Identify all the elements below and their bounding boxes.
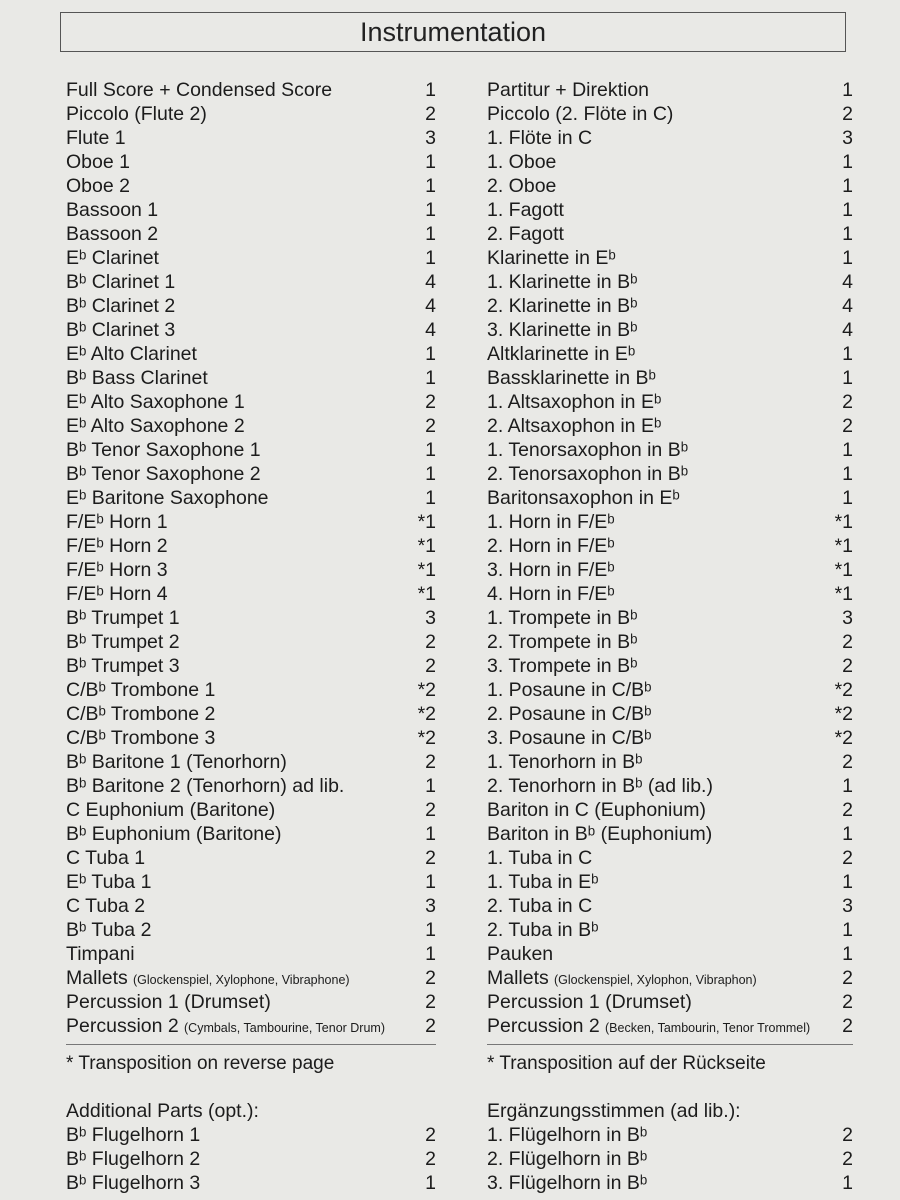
additional-parts-heading: Ergänzungsstimmen (ad lib.): (487, 1100, 741, 1122)
part-row (66, 486, 436, 510)
part-row (487, 1171, 853, 1195)
part-row (487, 222, 853, 246)
part-name: 1. Tenorhorn in Bᵇ (487, 751, 643, 773)
part-quantity: 2 (425, 103, 436, 125)
part-name: 2. Flügelhorn in Bᵇ (487, 1148, 648, 1170)
part-quantity: 4 (425, 271, 436, 293)
part-row (66, 606, 436, 630)
part-quantity: 2 (425, 631, 436, 653)
part-name: Bᵇ Flugelhorn 1 (66, 1124, 201, 1146)
part-quantity: 3 (425, 895, 436, 917)
part-quantity: 4 (842, 271, 853, 293)
part-row (66, 102, 436, 126)
part-row (487, 582, 853, 606)
part-name: Bᵇ Baritone 1 (Tenorhorn) (66, 751, 287, 773)
part-quantity: 1 (425, 79, 436, 101)
part-quantity: 1 (425, 199, 436, 221)
part-quantity: 2 (425, 967, 436, 989)
german-additional-list (487, 1123, 853, 1195)
part-row (487, 462, 853, 486)
part-row (66, 318, 436, 342)
part-name: Bᵇ Flugelhorn 3 (66, 1172, 201, 1194)
part-name: Bᵇ Flugelhorn 2 (66, 1148, 201, 1170)
part-quantity: 3 (425, 127, 436, 149)
part-name: 2. Fagott (487, 223, 564, 245)
part-name: Bᵇ Tuba 2 (66, 919, 152, 941)
part-row (66, 942, 436, 966)
part-row (487, 726, 853, 750)
part-name: 1. Tuba in Eᵇ (487, 871, 599, 893)
part-quantity: 1 (425, 775, 436, 797)
part-name: Piccolo (2. Flöte in C) (487, 103, 674, 125)
part-row (487, 1147, 853, 1171)
divider (66, 1044, 436, 1045)
part-quantity: *1 (834, 511, 853, 533)
part-name: F/Eᵇ Horn 1 (66, 511, 168, 533)
part-name: Oboe 2 (66, 175, 130, 197)
part-quantity: 1 (425, 871, 436, 893)
part-name: Full Score + Condensed Score (66, 79, 333, 101)
part-row (487, 750, 853, 774)
part-name: 1. Horn in F/Eᵇ (487, 511, 615, 533)
part-name: Eᵇ Tuba 1 (66, 871, 152, 893)
part-name: Bᵇ Clarinet 1 (66, 271, 176, 293)
part-name: Eᵇ Baritone Saxophone (66, 487, 269, 509)
part-row (487, 198, 853, 222)
part-row (487, 606, 853, 630)
part-row (66, 966, 436, 990)
part-name: 1. Tuba in C (487, 847, 593, 869)
english-part-list (66, 78, 436, 1038)
part-name: 2. Oboe (487, 175, 557, 197)
part-name: 3. Horn in F/Eᵇ (487, 559, 615, 581)
part-quantity: *1 (417, 535, 436, 557)
part-row (66, 1123, 436, 1147)
part-quantity: 1 (425, 151, 436, 173)
part-row (487, 510, 853, 534)
part-row (66, 822, 436, 846)
part-detail: (Cymbals, Tambourine, Tenor Drum) (184, 1021, 385, 1035)
part-name: 2. Altsaxophon in Eᵇ (487, 415, 662, 437)
part-name: C Tuba 2 (66, 895, 146, 917)
part-quantity: 1 (842, 79, 853, 101)
part-quantity: 2 (425, 1124, 436, 1146)
part-row (66, 294, 436, 318)
part-name: Bᵇ Bass Clarinet (66, 367, 208, 389)
part-row (487, 870, 853, 894)
part-quantity: 2 (842, 967, 853, 989)
part-row (487, 846, 853, 870)
part-name: 2. Tuba in C (487, 895, 593, 917)
part-name: Eᵇ Clarinet (66, 247, 159, 269)
part-quantity: *2 (417, 727, 436, 749)
part-row (487, 822, 853, 846)
part-quantity: 2 (425, 799, 436, 821)
part-quantity: 2 (842, 847, 853, 869)
part-name: Bariton in C (Euphonium) (487, 799, 706, 821)
part-name: 2. Horn in F/Eᵇ (487, 535, 615, 557)
part-quantity: 1 (842, 223, 853, 245)
part-row (66, 630, 436, 654)
english-column (66, 78, 436, 1195)
part-row (66, 366, 436, 390)
part-quantity: 1 (425, 343, 436, 365)
part-name: Bᵇ Trumpet 3 (66, 655, 180, 677)
part-quantity: 1 (842, 871, 853, 893)
part-row (66, 1171, 436, 1195)
part-quantity: 1 (842, 343, 853, 365)
part-name: Bᵇ Clarinet 2 (66, 295, 176, 317)
part-row (487, 558, 853, 582)
part-quantity: 4 (425, 319, 436, 341)
part-name: 1. Altsaxophon in Eᵇ (487, 391, 662, 413)
part-quantity: 1 (425, 943, 436, 965)
part-row (66, 726, 436, 750)
part-row (487, 942, 853, 966)
part-quantity: 2 (425, 751, 436, 773)
part-quantity: 2 (842, 391, 853, 413)
part-row (66, 1147, 436, 1171)
part-name: 1. Posaune in C/Bᵇ (487, 679, 652, 701)
part-name: F/Eᵇ Horn 4 (66, 583, 168, 605)
part-name: Bᵇ Tenor Saxophone 1 (66, 439, 261, 461)
divider (487, 1044, 853, 1045)
part-row (66, 558, 436, 582)
part-quantity: 1 (425, 367, 436, 389)
page-title: Instrumentation (60, 12, 846, 52)
part-row (487, 270, 853, 294)
part-name: Klarinette in Eᵇ (487, 247, 616, 269)
part-quantity: 1 (842, 439, 853, 461)
part-name: C/Bᵇ Trombone 2 (66, 703, 216, 725)
part-name: 2. Tenorsaxophon in Bᵇ (487, 463, 689, 485)
part-quantity: *1 (417, 511, 436, 533)
part-quantity: 2 (842, 103, 853, 125)
part-quantity: 1 (842, 367, 853, 389)
part-row (487, 534, 853, 558)
part-name: Percussion 2 (487, 1015, 600, 1037)
part-quantity: 2 (842, 631, 853, 653)
part-row (66, 462, 436, 486)
part-quantity: 4 (425, 295, 436, 317)
part-name: Eᵇ Alto Saxophone 1 (66, 391, 245, 413)
part-quantity: 1 (842, 1172, 853, 1194)
part-row (487, 174, 853, 198)
part-quantity: 1 (842, 175, 853, 197)
part-name: 2. Posaune in C/Bᵇ (487, 703, 652, 725)
part-name: Mallets (487, 967, 549, 989)
part-row (66, 750, 436, 774)
part-quantity: 1 (425, 439, 436, 461)
part-detail: (Becken, Tambourin, Tenor Trommel) (605, 1021, 811, 1035)
part-name: Bᵇ Clarinet 3 (66, 319, 176, 341)
part-name: 3. Posaune in C/Bᵇ (487, 727, 652, 749)
part-quantity: 2 (425, 391, 436, 413)
part-row (66, 918, 436, 942)
part-row (66, 1014, 436, 1038)
part-row (66, 390, 436, 414)
part-row (66, 174, 436, 198)
part-row (487, 654, 853, 678)
part-row (66, 870, 436, 894)
part-row (487, 246, 853, 270)
part-quantity: 2 (842, 751, 853, 773)
part-name: 3. Flügelhorn in Bᵇ (487, 1172, 648, 1194)
part-name: Timpani (66, 943, 135, 965)
part-row (66, 78, 436, 102)
part-row (66, 846, 436, 870)
part-name: 1. Flöte in C (487, 127, 593, 149)
german-part-list (487, 78, 853, 1038)
part-name: Oboe 1 (66, 151, 130, 173)
part-name: Mallets (66, 967, 128, 989)
part-row (487, 798, 853, 822)
part-row (487, 774, 853, 798)
part-quantity: 2 (842, 799, 853, 821)
transposition-note: * Transposition on reverse page (66, 1053, 335, 1074)
part-quantity: *1 (834, 535, 853, 557)
part-name: F/Eᵇ Horn 2 (66, 535, 168, 557)
part-row (66, 702, 436, 726)
part-name: 3. Trompete in Bᵇ (487, 655, 638, 677)
part-row (487, 990, 853, 1014)
part-quantity: 2 (842, 655, 853, 677)
part-quantity: *2 (834, 703, 853, 725)
part-name: Bariton in Bᵇ (Euphonium) (487, 823, 713, 845)
part-quantity: 2 (425, 991, 436, 1013)
part-row (66, 510, 436, 534)
part-quantity: 2 (842, 991, 853, 1013)
part-quantity: *2 (834, 679, 853, 701)
part-row (487, 414, 853, 438)
part-row (487, 78, 853, 102)
part-row (66, 270, 436, 294)
part-name: Bᵇ Baritone 2 (Tenorhorn) ad lib. (66, 775, 345, 797)
german-column (487, 78, 853, 1195)
part-quantity: 1 (425, 823, 436, 845)
part-quantity: 1 (425, 919, 436, 941)
part-quantity: 2 (425, 415, 436, 437)
part-name: Pauken (487, 943, 554, 965)
part-quantity: 2 (425, 1015, 436, 1037)
part-quantity: 1 (425, 223, 436, 245)
part-row (487, 486, 853, 510)
part-name: C/Bᵇ Trombone 1 (66, 679, 216, 701)
part-quantity: 1 (842, 151, 853, 173)
part-name: Baritonsaxophon in Eᵇ (487, 487, 680, 509)
part-quantity: 2 (425, 1148, 436, 1170)
part-row (487, 918, 853, 942)
part-quantity: 2 (842, 1148, 853, 1170)
part-row (487, 318, 853, 342)
part-quantity: 3 (842, 127, 853, 149)
part-quantity: 3 (842, 895, 853, 917)
part-name: Bassoon 2 (66, 223, 159, 245)
part-quantity: 1 (842, 919, 853, 941)
part-row (66, 654, 436, 678)
part-quantity: 4 (842, 295, 853, 317)
part-name: Bassklarinette in Bᵇ (487, 367, 656, 389)
part-row (487, 294, 853, 318)
transposition-note: * Transposition auf der Rückseite (487, 1053, 766, 1074)
part-row (66, 414, 436, 438)
part-row (487, 150, 853, 174)
part-name: Partitur + Direktion (487, 79, 650, 101)
part-name: C Tuba 1 (66, 847, 146, 869)
part-row (66, 894, 436, 918)
part-quantity: 3 (842, 607, 853, 629)
part-quantity: 1 (425, 487, 436, 509)
part-name: 1. Oboe (487, 151, 557, 173)
part-quantity: 1 (842, 775, 853, 797)
part-name: 1. Flügelhorn in Bᵇ (487, 1124, 648, 1146)
part-name: Flute 1 (66, 127, 126, 149)
part-name: 1. Tenorsaxophon in Bᵇ (487, 439, 689, 461)
part-name: Percussion 2 (66, 1015, 179, 1037)
part-quantity: 1 (842, 943, 853, 965)
part-quantity: 1 (425, 175, 436, 197)
part-quantity: *1 (417, 559, 436, 581)
part-row (487, 966, 853, 990)
part-name: 1. Klarinette in Bᵇ (487, 271, 638, 293)
part-quantity: *2 (834, 727, 853, 749)
part-name: Piccolo (Flute 2) (66, 103, 207, 125)
part-name: Bᵇ Tenor Saxophone 2 (66, 463, 261, 485)
part-row (66, 582, 436, 606)
part-row (487, 438, 853, 462)
part-row (487, 678, 853, 702)
part-name: Eᵇ Alto Saxophone 2 (66, 415, 245, 437)
part-quantity: 1 (425, 247, 436, 269)
part-quantity: *1 (417, 583, 436, 605)
part-row (487, 702, 853, 726)
part-row (66, 198, 436, 222)
part-quantity: 2 (842, 415, 853, 437)
part-quantity: *2 (417, 679, 436, 701)
part-row (66, 126, 436, 150)
part-row (66, 222, 436, 246)
part-detail: (Glockenspiel, Xylophone, Vibraphone) (133, 973, 350, 987)
part-quantity: *1 (834, 559, 853, 581)
part-name: Bᵇ Euphonium (Baritone) (66, 823, 282, 845)
additional-parts-heading: Additional Parts (opt.): (66, 1100, 259, 1122)
part-row (66, 678, 436, 702)
part-quantity: 1 (425, 1172, 436, 1194)
part-name: Eᵇ Alto Clarinet (66, 343, 197, 365)
part-row (66, 798, 436, 822)
part-name: F/Eᵇ Horn 3 (66, 559, 168, 581)
part-row (487, 1014, 853, 1038)
part-name: 1. Trompete in Bᵇ (487, 607, 638, 629)
part-row (487, 342, 853, 366)
part-row (487, 126, 853, 150)
part-name: 2. Tenorhorn in Bᵇ (ad lib.) (487, 775, 713, 797)
part-quantity: 1 (842, 823, 853, 845)
part-row (66, 342, 436, 366)
part-row (487, 366, 853, 390)
part-name: 3. Klarinette in Bᵇ (487, 319, 638, 341)
part-quantity: 1 (842, 199, 853, 221)
part-quantity: 2 (842, 1124, 853, 1146)
part-name: Bassoon 1 (66, 199, 159, 221)
part-quantity: 1 (842, 247, 853, 269)
part-quantity: 2 (425, 847, 436, 869)
part-name: 2. Klarinette in Bᵇ (487, 295, 638, 317)
part-name: Bᵇ Trumpet 1 (66, 607, 180, 629)
part-name: Percussion 1 (Drumset) (66, 991, 271, 1013)
part-row (66, 150, 436, 174)
part-quantity: 4 (842, 319, 853, 341)
part-name: 1. Fagott (487, 199, 564, 221)
part-detail: (Glockenspiel, Xylophon, Vibraphon) (554, 973, 757, 987)
part-row (487, 1123, 853, 1147)
part-row (66, 774, 436, 798)
part-name: Bᵇ Trumpet 2 (66, 631, 180, 653)
part-name: 2. Trompete in Bᵇ (487, 631, 638, 653)
part-quantity: 1 (842, 487, 853, 509)
part-quantity: 2 (842, 1015, 853, 1037)
part-quantity: 1 (842, 463, 853, 485)
part-quantity: *2 (417, 703, 436, 725)
part-row (66, 246, 436, 270)
part-quantity: 2 (425, 655, 436, 677)
part-row (487, 894, 853, 918)
part-row (66, 534, 436, 558)
part-quantity: *1 (834, 583, 853, 605)
part-name: C/Bᵇ Trombone 3 (66, 727, 216, 749)
part-row (487, 390, 853, 414)
part-quantity: 3 (425, 607, 436, 629)
part-name: C Euphonium (Baritone) (66, 799, 276, 821)
part-name: 2. Tuba in Bᵇ (487, 919, 599, 941)
english-additional-list (66, 1123, 436, 1195)
part-quantity: 1 (425, 463, 436, 485)
part-name: 4. Horn in F/Eᵇ (487, 583, 615, 605)
part-name: Altklarinette in Eᵇ (487, 343, 636, 365)
part-row (66, 990, 436, 1014)
part-row (487, 630, 853, 654)
part-row (66, 438, 436, 462)
part-name: Percussion 1 (Drumset) (487, 991, 692, 1013)
part-row (487, 102, 853, 126)
